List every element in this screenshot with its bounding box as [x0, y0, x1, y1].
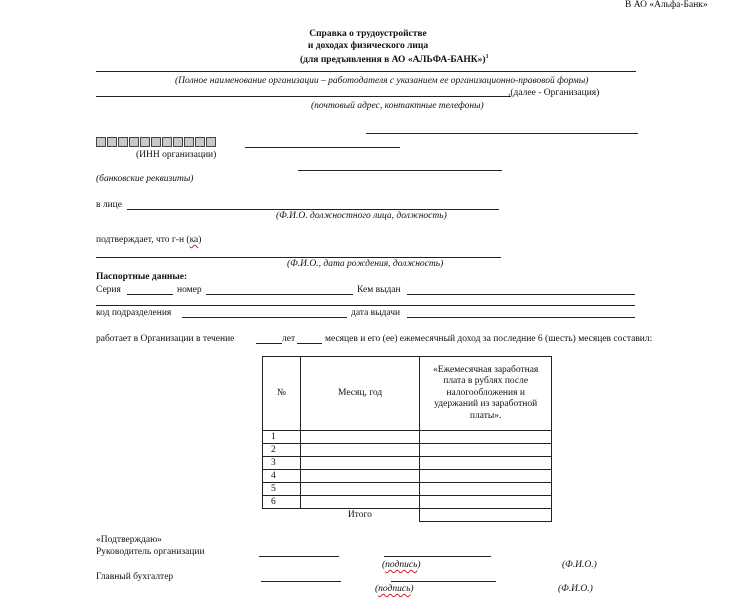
series-input[interactable] [127, 294, 173, 295]
dept-code-input[interactable] [182, 317, 347, 318]
month-cell[interactable] [300, 431, 419, 444]
head-extra-line[interactable] [259, 556, 339, 557]
confirm-label: «Подтверждаю» [96, 535, 162, 545]
recipient-bank: В АО «Альфа-Банк» [625, 0, 708, 10]
person-hint: (Ф.И.О., дата рождения, должность) [287, 259, 444, 269]
amount-cell[interactable] [420, 483, 552, 496]
months-text: месяцев и его (ее) ежемесячный доход за последние 6 (шесть) месяцев составил: [325, 334, 653, 344]
inn-digit-box[interactable] [129, 137, 139, 147]
col-month-header: Месяц, год [300, 357, 419, 431]
row-number: 2 [263, 444, 301, 457]
table-row [263, 483, 552, 496]
org-name-hint: (Полное наименование организации – работодателя с указанием ее организационно-правовой формы) [175, 76, 589, 86]
issued-by-input[interactable] [407, 294, 635, 295]
row-number: 4 [263, 470, 301, 483]
inn-digit-box[interactable] [206, 137, 216, 147]
col-amount-header: «Ежемесячная заработная плата в рублях после налогообложения и удержаний из заработной платы». [420, 357, 552, 431]
in-person-label: в лице [96, 200, 122, 210]
total-spacer [263, 509, 301, 522]
org-short-line[interactable] [96, 96, 511, 97]
signature-word: подпись [385, 560, 418, 570]
doc-title-line2: и доходах физического лица [307, 41, 429, 51]
confirms-label [96, 236, 201, 246]
doc-title: Справка о трудоустройстве [309, 29, 427, 39]
signature-word: подпись [378, 584, 411, 594]
amount-cell[interactable] [420, 444, 552, 457]
accountant-signature-line[interactable] [391, 581, 496, 582]
inn-digit-box[interactable] [195, 137, 205, 147]
row-number: 1 [263, 431, 301, 444]
head-signature-hint: (подпись) [382, 560, 421, 570]
org-name-line[interactable] [96, 71, 636, 72]
total-row [263, 509, 552, 522]
total-amount-cell[interactable] [420, 509, 552, 522]
col-no-header: № [263, 357, 301, 431]
inn-digit-box[interactable] [162, 137, 172, 147]
months-input[interactable] [297, 343, 322, 344]
income-table [262, 356, 552, 522]
works-prefix: работает в Организации в течение [96, 334, 235, 344]
confirms-suffix: ) [198, 235, 202, 245]
inn-digit-box[interactable] [184, 137, 194, 147]
accountant-label: Главный бухгалтер [96, 572, 174, 582]
bank-hint: (банковские реквизиты) [96, 174, 194, 184]
number-input[interactable] [206, 294, 353, 295]
series-label: Серия [96, 285, 121, 295]
month-cell[interactable] [300, 470, 419, 483]
org-suffix: ,(далее - Организация) [508, 88, 600, 98]
month-cell[interactable] [300, 444, 419, 457]
accountant-signature-hint: (подпись) [375, 584, 414, 594]
inn-digit-box[interactable] [118, 137, 128, 147]
total-label: Итого [300, 509, 419, 522]
inn-digit-box[interactable] [151, 137, 161, 147]
years-label: лет [282, 334, 296, 344]
table-row [263, 431, 552, 444]
doc-title-line3-text: (для предъявления в АО «АЛЬФА-БАНК») [300, 55, 486, 66]
passport-heading: Паспортные данные: [96, 272, 188, 282]
confirms-prefix: подтверждает, что г-н ( [96, 235, 190, 245]
person-line[interactable] [96, 257, 501, 258]
table-row [263, 470, 552, 483]
inn-digit-box[interactable] [107, 137, 117, 147]
head-signature-line[interactable] [384, 556, 491, 557]
issued-by-label: Кем выдан [357, 285, 401, 295]
issue-date-label: дата выдачи [351, 308, 401, 318]
table-header-row [263, 357, 552, 431]
issued-by-line2[interactable] [96, 305, 635, 306]
doc-title-line3 [300, 54, 489, 66]
head-label: Руководитель организации [96, 547, 205, 557]
amount-cell[interactable] [420, 496, 552, 509]
amount-cell[interactable] [420, 431, 552, 444]
accountant-extra-line[interactable] [261, 581, 341, 582]
address-line[interactable] [366, 133, 638, 134]
inn-extra-line[interactable] [245, 147, 400, 148]
table-row [263, 444, 552, 457]
issue-date-input[interactable] [407, 317, 635, 318]
official-line[interactable] [127, 209, 499, 210]
amount-cell[interactable] [420, 470, 552, 483]
amount-cell[interactable] [420, 457, 552, 470]
row-number: 5 [263, 483, 301, 496]
row-number: 3 [263, 457, 301, 470]
table-row [263, 496, 552, 509]
footnote-mark: 1 [485, 54, 489, 60]
confirms-mark: ка [189, 235, 199, 245]
address-hint: (почтовый адрес, контактные телефоны) [311, 101, 484, 111]
number-label: номер [177, 285, 202, 295]
month-cell[interactable] [300, 457, 419, 470]
dept-code-label: код подразделения [96, 308, 172, 318]
accountant-name-hint: (Ф.И.О.) [558, 584, 593, 594]
inn-label: (ИНН организации) [136, 150, 217, 160]
row-number: 6 [263, 496, 301, 509]
years-input[interactable] [256, 343, 282, 344]
inn-digit-box[interactable] [96, 137, 106, 147]
month-cell[interactable] [300, 496, 419, 509]
head-name-hint: (Ф.И.О.) [562, 560, 597, 570]
bank-line[interactable] [298, 170, 502, 171]
official-hint: (Ф.И.О. должностного лица, должность) [276, 211, 447, 221]
inn-digit-box[interactable] [173, 137, 183, 147]
table-row [263, 457, 552, 470]
month-cell[interactable] [300, 483, 419, 496]
inn-digit-box[interactable] [140, 137, 150, 147]
